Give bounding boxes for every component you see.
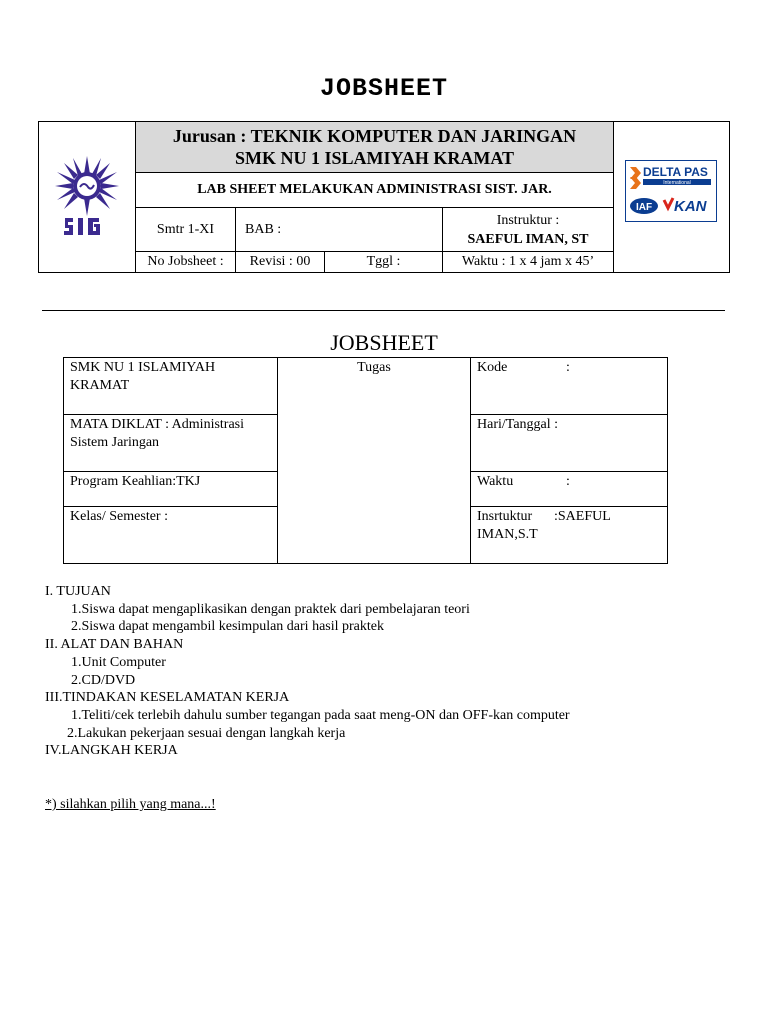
keselamatan-item-2: 2.Lakukan pekerjaan sesuai dengan langkah kerja bbox=[67, 725, 346, 741]
tggl-cell: Tggl : bbox=[366, 254, 401, 269]
alat-item-1: 1.Unit Computer bbox=[71, 654, 166, 670]
mata-diklat-line2: Sistem Jaringan bbox=[70, 435, 160, 450]
insrtuktur-value: :SAEFUL bbox=[554, 509, 611, 524]
insrtuktur-cell bbox=[471, 508, 667, 544]
lab-sheet-title: LAB SHEET MELAKUKAN ADMINISTRASI SIST. JAR. bbox=[197, 182, 552, 197]
tujuan-item-1: 1.Siswa dapat mengaplikasikan dengan praktek dari pembelajaran teori bbox=[71, 601, 470, 617]
header-box bbox=[38, 121, 730, 273]
bab-cell: BAB : bbox=[245, 221, 282, 237]
instruktur-label: Instruktur : bbox=[496, 212, 560, 228]
kode-sep: : bbox=[566, 360, 570, 375]
section-tujuan-title: I. TUJUAN bbox=[45, 584, 111, 599]
semester-cell: Smtr 1-XI bbox=[156, 221, 215, 237]
jurusan-line2: SMK NU 1 ISLAMIYAH KRAMAT bbox=[234, 148, 515, 168]
content-body bbox=[45, 583, 745, 760]
waktu-label: Waktu bbox=[477, 474, 514, 489]
no-jobsheet-cell: No Jobsheet : bbox=[147, 254, 224, 269]
section-alat-title: II. ALAT DAN BAHAN bbox=[45, 637, 184, 653]
mata-diklat-line1: MATA DIKLAT : Administrasi bbox=[70, 417, 245, 432]
brand-sub: International bbox=[663, 180, 691, 186]
divider bbox=[42, 310, 725, 311]
kan-mark: KAN bbox=[674, 198, 707, 215]
footnote-link[interactable]: *) silahkan pilih yang mana...! bbox=[45, 797, 216, 812]
insrtuktur-label: Insrtuktur bbox=[477, 509, 533, 524]
page-title: JOBSHEET bbox=[319, 74, 449, 103]
waktu-cell: Waktu : 1 x 4 jam x 45’ bbox=[461, 254, 595, 269]
revisi-cell: Revisi : 00 bbox=[249, 254, 311, 269]
section-keselamatan-title: III.TINDAKAN KESELAMATAN KERJA bbox=[45, 690, 290, 706]
brand-name: DELTA PAS bbox=[643, 165, 708, 179]
waktu-row-cell bbox=[471, 473, 667, 491]
kelas-cell: Kelas/ Semester : bbox=[70, 509, 168, 524]
jobsheet-subtitle: JOBSHEET bbox=[330, 330, 438, 355]
insrtuktur-line2: IMAN,S.T bbox=[477, 527, 538, 542]
jurusan-cell bbox=[136, 122, 613, 172]
instruktur-cell bbox=[443, 208, 613, 251]
jurusan-line1: Jurusan : TEKNIK KOMPUTER DAN JARINGAN bbox=[172, 126, 577, 146]
delta-pas-kan-logo bbox=[625, 160, 717, 222]
mata-diklat-cell bbox=[64, 416, 277, 452]
tugas-header: Tugas bbox=[357, 360, 391, 375]
waktu-sep: : bbox=[566, 474, 570, 489]
hari-tanggal-cell: Hari/Tanggal : bbox=[477, 417, 559, 432]
alat-item-2: 2.CD/DVD bbox=[71, 672, 136, 688]
instruktur-name: SAEFUL IMAN, ST bbox=[467, 231, 589, 247]
kode-label: Kode bbox=[477, 360, 508, 375]
school-line2: KRAMAT bbox=[70, 378, 130, 393]
iaf-mark: IAF bbox=[635, 202, 653, 213]
kode-cell bbox=[471, 359, 667, 377]
tujuan-item-2: 2.Siswa dapat mengambil kesimpulan dari hasil praktek bbox=[71, 619, 384, 635]
school-line1: SMK NU 1 ISLAMIYAH bbox=[70, 360, 216, 375]
jobsheet-table bbox=[63, 357, 668, 564]
program-cell: Program Keahlian:TKJ bbox=[70, 474, 201, 489]
nu-emblem-icon bbox=[51, 154, 123, 244]
section-langkah-title: IV.LANGKAH KERJA bbox=[45, 743, 178, 759]
keselamatan-item-1: 1.Teliti/cek terlebih dahulu sumber tegangan pada saat meng-ON dan OFF-kan computer bbox=[71, 707, 570, 723]
school-cell bbox=[64, 359, 277, 395]
